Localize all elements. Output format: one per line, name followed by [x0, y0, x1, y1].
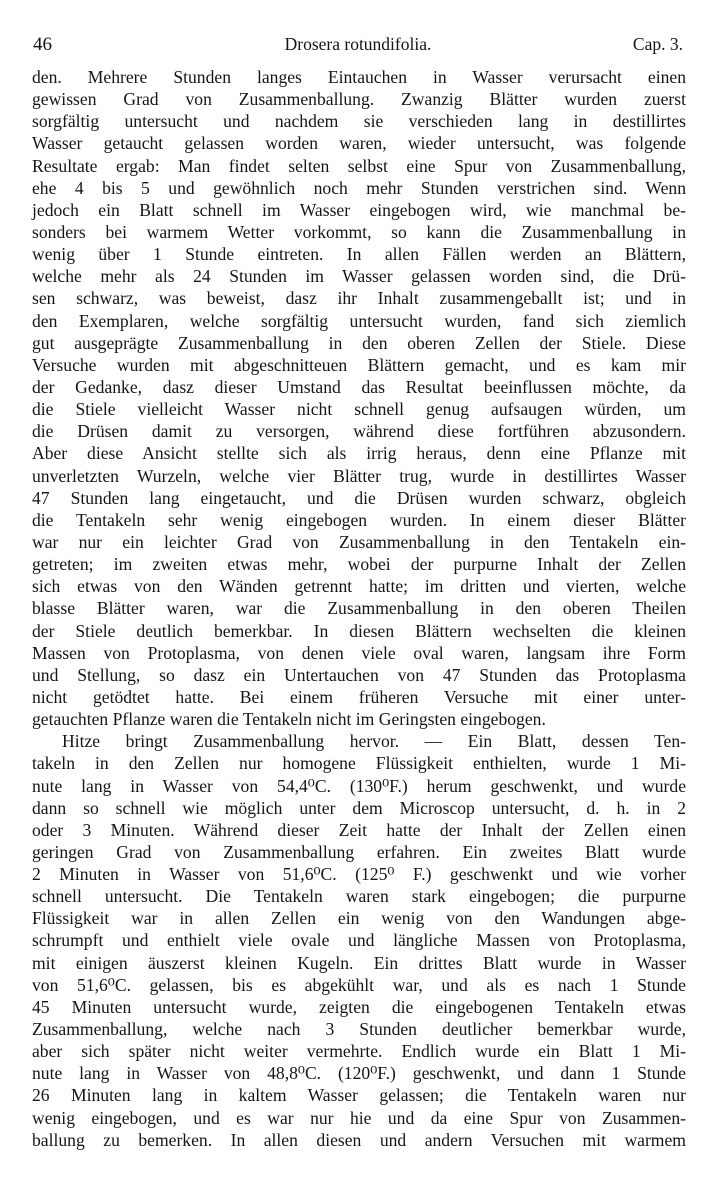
text-line: takeln in den Zellen nur homogene Flüssigkeit enthielten, wurde 1 Mi-	[32, 753, 686, 774]
text-line: Hitze bringt Zusammenballung hervor. — Ein Blatt, dessen Ten-	[62, 731, 686, 752]
text-line: sorgfältig untersucht und nachdem sie verschieden lang in destillirtes	[32, 111, 686, 132]
body-text	[32, 66, 686, 1151]
text-line: den Exemplaren, welche sorgfältig untersucht wurden, fand sich ziemlich	[32, 310, 686, 331]
text-line: 2 Minuten in Wasser von 51,6⁰C. (125⁰ F.) geschwenkt und wie vorher	[32, 864, 686, 885]
text-line: Wasser getaucht gelassen worden waren, wieder untersucht, was folgende	[32, 133, 686, 154]
text-line: mit einigen äuszerst kleinen Kugeln. Ein drittes Blatt wurde in Wasser	[32, 952, 686, 973]
text-line: 47 Stunden lang eingetaucht, und die Drüsen wurden schwarz, obgleich	[32, 487, 686, 508]
text-line: 45 Minuten untersucht wurde, zeigten die eingebogenen Tentakeln etwas	[32, 996, 686, 1017]
text-line: von 51,6⁰C. gelassen, bis es abgekühlt war, und als es nach 1 Stunde	[32, 974, 686, 995]
text-line: getreten; im zweiten etwas mehr, wobei der purpurne Inhalt der Zellen	[32, 554, 686, 575]
text-line: oder 3 Minuten. Während dieser Zeit hatte der Inhalt der Zellen einen	[32, 819, 686, 840]
text-line: getauchten Pflanze waren die Tentakeln nicht im Geringsten eingebogen.	[32, 709, 546, 730]
text-line: die Drüsen damit zu versorgen, während diese fortführen abzusondern.	[32, 421, 686, 442]
text-line: schnell untersucht. Die Tentakeln waren stark eingebogen; die purpurne	[32, 886, 686, 907]
text-line: sonders bei warmem Wetter vorkommt, so kann die Zusammenballung in	[32, 221, 686, 242]
text-line: unverletzten Wurzeln, welche vier Blätter trug, wurde in destillirtes Wasser	[32, 465, 686, 486]
page-header	[33, 34, 683, 58]
text-line: ehe 4 bis 5 und gewöhnlich noch mehr Stunden verstrichen sind. Wenn	[32, 177, 686, 198]
page-number: 46	[33, 34, 52, 55]
text-line: der Stiele deutlich bemerkbar. In diesen Blättern wechselten die kleinen	[32, 620, 686, 641]
text-line: 26 Minuten lang in kaltem Wasser gelassen; die Tentakeln waren nur	[32, 1085, 686, 1106]
chapter-label: Cap. 3.	[632, 34, 683, 54]
text-line: wenig über 1 Stunde eintreten. In allen Fällen werden an Blättern,	[32, 244, 686, 265]
text-line: die Stiele vielleicht Wasser nicht schnell genug aufsaugen würden, um	[32, 399, 686, 420]
text-line: jedoch ein Blatt schnell im Wasser eingebogen wird, wie manchmal be-	[32, 199, 686, 220]
text-line: Resultate ergab: Man findet selten selbst eine Spur von Zusammenballung,	[32, 155, 686, 176]
text-line: gut ausgeprägte Zusammenballung in den oberen Zellen der Stiele. Diese	[32, 332, 686, 353]
text-line: aber sich später nicht weiter vermehrte. Endlich wurde ein Blatt 1 Mi-	[32, 1041, 686, 1062]
text-line: die Tentakeln sehr wenig eingebogen wurden. In einem dieser Blätter	[32, 509, 686, 530]
text-line: war nur ein leichter Grad von Zusammenballung in den Tentakeln ein-	[32, 531, 686, 552]
text-line: dann so schnell wie möglich unter dem Microscop untersucht, d. h. in 2	[32, 797, 686, 818]
text-line: Massen von Protoplasma, von denen viele oval waren, langsam ihre Form	[32, 642, 686, 663]
text-line: geringen Grad von Zusammenballung erfahren. Ein zweites Blatt wurde	[32, 841, 686, 862]
text-line: Flüssigkeit war in allen Zellen ein wenig von den Wandungen abge-	[32, 908, 686, 929]
text-line: den. Mehrere Stunden langes Eintauchen in Wasser verursacht einen	[32, 67, 686, 87]
text-line: und Stellung, so dasz ein Untertauchen von 47 Stunden das Protoplasma	[32, 664, 686, 685]
text-line: sen schwarz, was beweist, dasz ihr Inhalt zusammengeballt ist; und in	[32, 288, 686, 309]
text-line: nute lang in Wasser von 54,4⁰C. (130⁰F.) herum geschwenkt, und wurde	[32, 775, 686, 796]
text-line: nute lang in Wasser von 48,8⁰C. (120⁰F.) geschwenkt, und dann 1 Stunde	[32, 1063, 686, 1084]
text-line: blasse Blätter waren, war die Zusammenballung in den oberen Theilen	[32, 598, 686, 619]
text-line: welche mehr als 24 Stunden im Wasser gelassen worden sind, die Drü-	[32, 266, 686, 287]
text-line: wenig eingebogen, und es war nur hie und da eine Spur von Zusammen-	[32, 1107, 686, 1128]
text-line: sich etwas von den Wänden getrennt hatte; im dritten und vierten, welche	[32, 576, 686, 597]
running-title: Drosera rotundifolia.	[284, 34, 432, 54]
text-line: gewissen Grad von Zusammenballung. Zwanzig Blätter wurden zuerst	[32, 89, 686, 110]
text-line: Versuche wurden mit abgeschnitteuen Blättern gemacht, und es kam mir	[32, 354, 686, 375]
text-line: Aber diese Ansicht stellte sich als irrig heraus, denn eine Pflanze mit	[32, 443, 686, 464]
text-line: schrumpft und enthielt viele ovale und längliche Massen von Protoplasma,	[32, 930, 686, 951]
text-line: ballung zu bemerken. In allen diesen und andern Versuchen mit warmem	[32, 1129, 686, 1150]
text-line: nicht getödtet hatte. Bei einem früheren Versuche mit einer unter-	[32, 686, 686, 707]
text-line: Zusammenballung, welche nach 3 Stunden deutlicher bemerkbar wurde,	[32, 1019, 686, 1040]
text-line: der Gedanke, dasz dieser Umstand das Resultat beeinflussen möchte, da	[32, 376, 686, 397]
